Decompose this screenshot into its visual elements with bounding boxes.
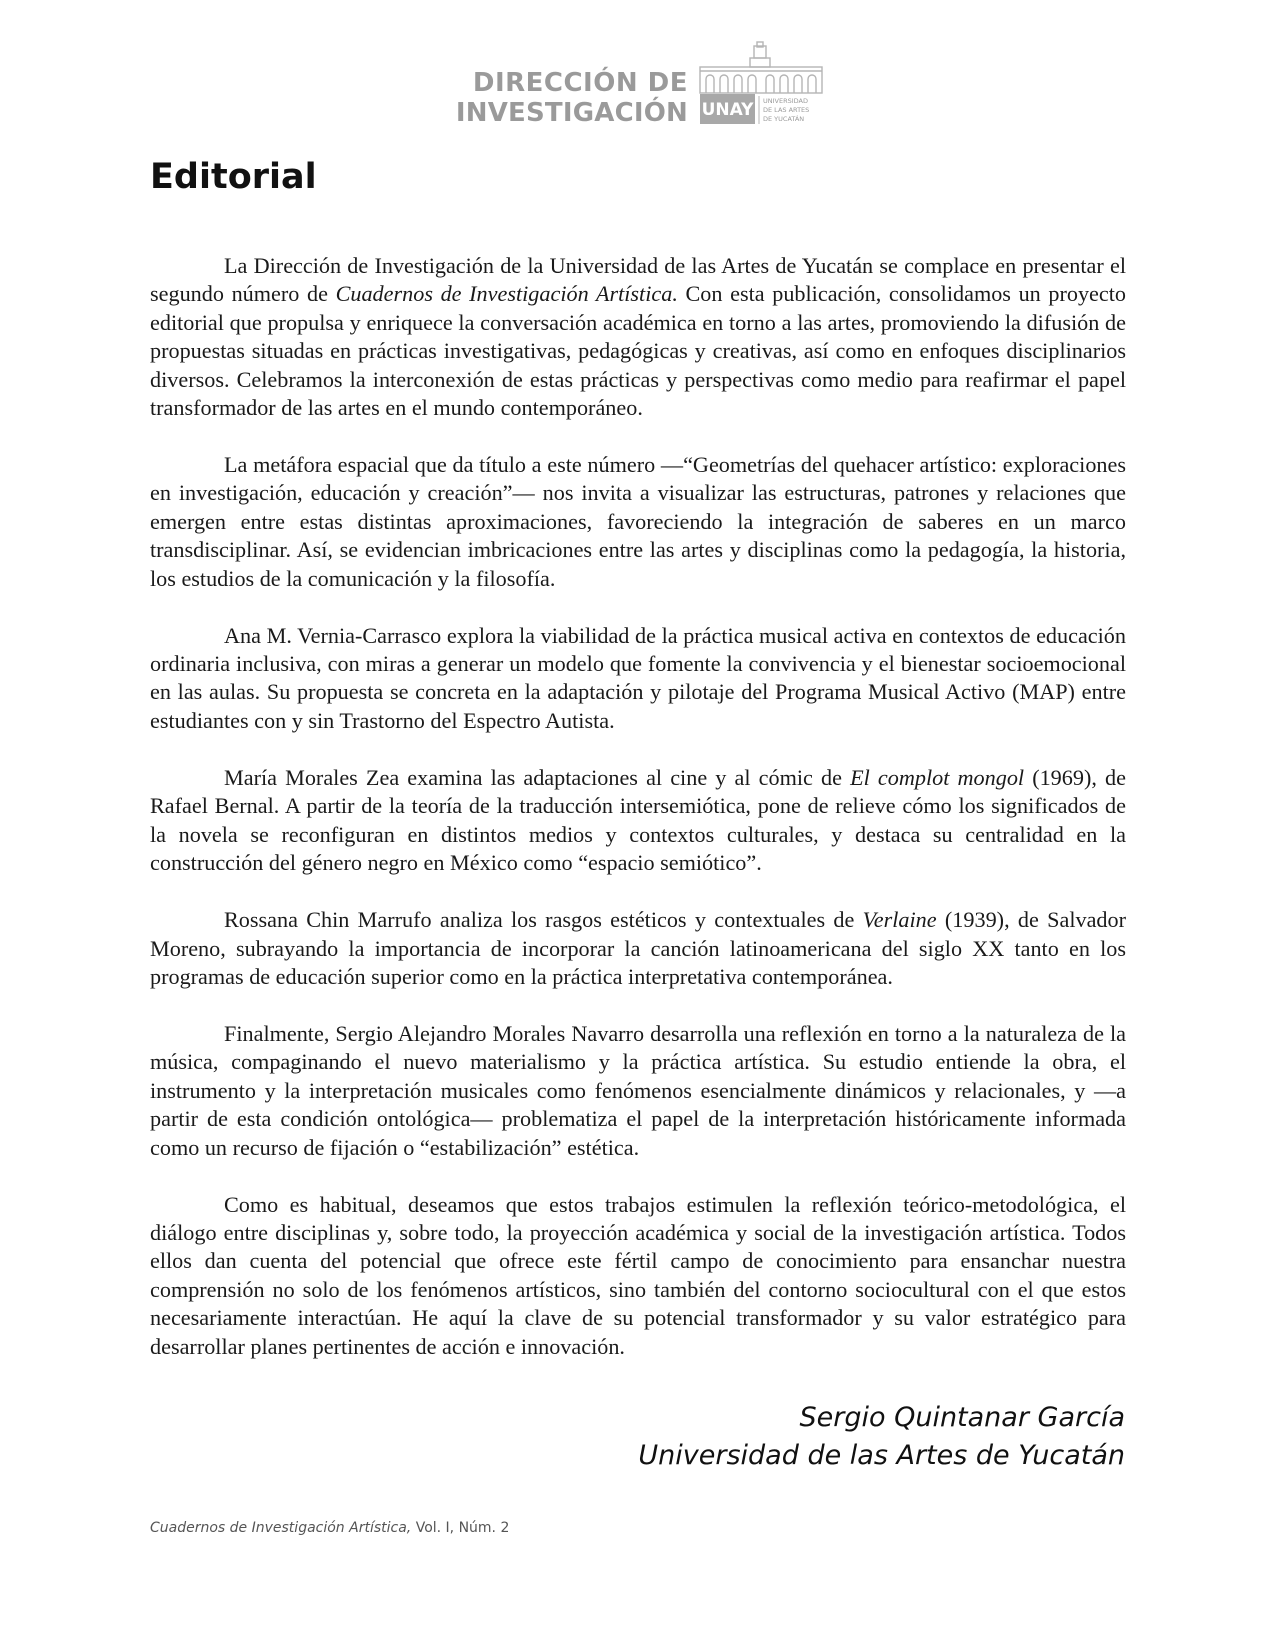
department-line-2: INVESTIGACIÓN xyxy=(455,98,688,128)
paragraph: María Morales Zea examina las adaptaciones al cine y al cómic de El complot mongol (1969), de Rafael Bernal. A partir de la teoría de la traducción intersemiótica, pone de relieve cómo los significados de la novela se reconfiguran en distintos medios y contextos culturales, y destaca su centralidad en la construcción del género negro en México como “espacio semiótico”. xyxy=(150,764,1126,876)
footer-journal: Cuadernos de Investigación Artística, xyxy=(150,1520,412,1536)
footer-issue: Vol. I, Núm. 2 xyxy=(411,1520,510,1536)
signature-block xyxy=(638,1399,1125,1475)
paragraph: Como es habitual, deseamos que estos trabajos estimulen la reflexión teórico-metodológica, el diálogo entre disciplinas y, sobre todo, la proyección académica y social de la investigación artística. Todos ellos dan cuenta del potencial que ofrece este fértil campo de conocimiento para ensanchar nuestra comprensión no solo de los fenómenos artísticos, sino también del contorno sociocultural con el que estos necesariamente interactúan. He aquí la clave de su potencial transformador y su valor estratégico para desarrollar planes pertinentes de acción e innovación. xyxy=(150,1191,1126,1359)
page-title: Editorial xyxy=(150,157,317,197)
logo-name-line-1: UNIVERSIDAD xyxy=(763,97,808,105)
signature-affiliation: Universidad de las Artes de Yucatán xyxy=(638,1440,1125,1471)
paragraph: Ana M. Vernia-Carrasco explora la viabilidad de la práctica musical activa en contextos de educación ordinaria inclusiva, con miras a generar un modelo que fomente la convivencia y el bienestar socioemocional en las aulas. Su propuesta se concreta en la adaptación y pilotaje del Programa Musical Activo (MAP) entre estudiantes con y sin Trastorno del Espectro Autista. xyxy=(150,622,1126,733)
logo-acronym: UNAY xyxy=(701,100,754,120)
editorial-body xyxy=(150,252,1126,1390)
paragraph: La Dirección de Investigación de la Universidad de las Artes de Yucatán se complace en presentar el segundo número de Cuadernos de Investigación Artística. Con esta publicación, consolidamos un proyecto editorial que propulsa y enriquece la conversación académica en torno a las artes, promoviendo la difusión de propuestas situadas en prácticas investigativas, pedagógicas y creativas, así como en enfoques disciplinarios diversos. Celebramos la interconexión de estas prácticas y perspectivas como medio para reafirmar el papel transformador de las artes en el mundo contemporáneo. xyxy=(150,253,1127,421)
paragraph: Rossana Chin Marrufo analiza los rasgos estéticos y contextuales de Verlaine (1939), de Salvador Moreno, subrayando la importancia de incorporar la canción latinoamericana del siglo XX tanto en los programas de educación superior como en la práctica interpretativa contemporánea. xyxy=(150,907,1127,989)
unay-logo xyxy=(696,40,828,128)
paragraph: La metáfora espacial que da título a este número —“Geometrías del quehacer artístico: exploraciones en investigación, educación y creación”— nos invita a visualizar las estructuras, patrones y relaciones que emergen entre estas distintas aproximaciones, favoreciendo la integración de saberes en un marco transdisciplinar. Así, se evidencian imbricaciones entre las artes y disciplinas como la pedagogía, la historia, los estudios de la comunicación y la filosofía. xyxy=(150,452,1126,591)
page-header xyxy=(452,40,832,130)
department-wordmark xyxy=(452,70,688,126)
page-footer xyxy=(150,1520,509,1536)
logo-name-line-2: DE LAS ARTES xyxy=(763,106,810,114)
signature-name: Sergio Quintanar García xyxy=(799,1402,1125,1433)
department-line-1: DIRECCIÓN DE xyxy=(472,68,688,98)
paragraph: Finalmente, Sergio Alejandro Morales Navarro desarrolla una reflexión en torno a la naturaleza de la música, compaginando el nuevo materialismo y la práctica artística. Su estudio entiende la obra, el instrumento y la interpretación musicales como fenómenos esencialmente dinámicos y relacionales, y —a partir de esta condición ontológica— problematiza el papel de la interpretación históricamente informada como un recurso de fijación o “estabilización” estética. xyxy=(150,1020,1126,1160)
logo-name-line-3: DE YUCATÁN xyxy=(763,115,805,123)
